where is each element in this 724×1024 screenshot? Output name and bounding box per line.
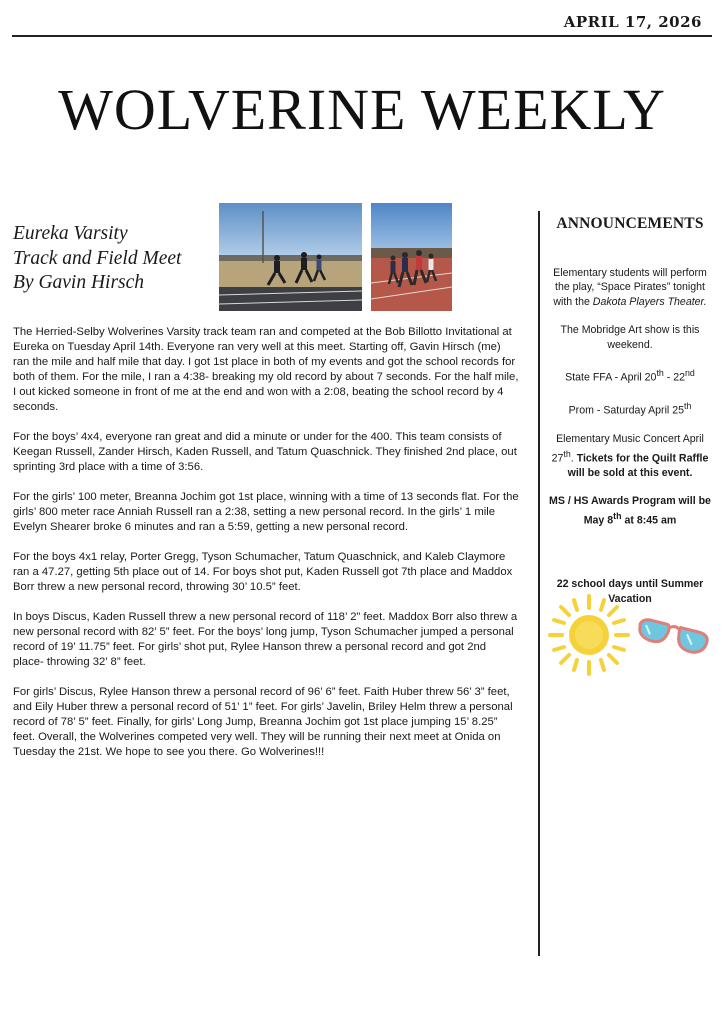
announcements-sidebar [546,217,714,542]
ffa-text: State FFA - April 20 [565,371,657,384]
announcement-prom [546,399,714,418]
article-paragraph-4: For the boys 4x1 relay, Porter Gregg, Tyson Schumacher, Tatum Quaschnick, and Kaleb Claymore ran a 47.27, getting 5th place out of 14. For boys shot put, Kaden Russell got 7th place and Maddox Borr threw a new personal record, throwing 30’ 10.5” feet. [13,551,513,593]
announcement-concert [546,432,714,480]
play-text: Elementary students will perform the play, “Space Pirates” tonight with the [553,266,707,308]
concert-sup: th [563,448,571,459]
headline-line-3: By Gavin Hirsch [13,272,145,293]
concert-period: . [570,452,577,465]
announcements-title: ANNOUNCEMENTS [556,215,704,232]
headline-line-1: Eureka Varsity [13,223,128,244]
article-paragraph-1: The Herried-Selby Wolverines Varsity track team ran and competed at the Bob Billotto Invitational at Eureka on Tuesday April 14th. Everyone ran very well at this meet. Starting off, Gavin Hirsch (me) ran the mile and half mile that day. I got 1st place in both of my events and got the school records for both of them. For the mile, I ran a 4:38- breaking my old record by about 7 seconds. For the half mile, I out kicked someone in front of me at the end and won with a 2:08, beating the school record by 4 seconds. [13,326,519,413]
awards-text: MS / HS Awards Program will be May 8 [549,495,711,527]
column-divider [538,211,540,956]
ffa-sup-2: nd [685,368,695,378]
play-theater: Dakota Players Theater. [592,295,707,308]
announcement-ffa [546,366,714,385]
article-paragraph-2: For the boys’ 4x4, everyone ran great and did a minute or under for the 400. This team consists of Keegan Russell, Zander Hirsch, Kaden Russell, and Tatum Quaschnick. They finished 2nd place, out sprinting 3rd place with a time of 3:56. [13,431,517,473]
concert-text: Elementary Music Concert April 27 [551,433,704,465]
track-runners-photo [371,203,452,311]
awards-time: at 8:45 am [621,514,677,527]
ffa-dash: - 22 [663,371,686,384]
ffa-sup-1: th [656,368,664,378]
article-paragraph-6: For girls’ Discus, Rylee Hanson threw a personal record of 96’ 6” feet. Faith Huber threw 56’ 3” feet, and Eily Huber threw a personal record of 51’ 1” feet. For girls’ Javelin, Briley Helm threw a personal record of 78’ 5” feet. Finally, for girls’ Long Jump, Breanna Jochim got 1st place jumping 15’ 8.25” feet. Overall, the Wolverines competed very well. They will be running their next meet at Onida on Tuesday the 21st. We hope to see you there. Go Wolverines!!! [13,686,513,758]
prom-text: Prom - Saturday April 25 [568,404,685,417]
top-rule [12,35,712,37]
announcement-art-show: The Mobridge Art show is this weekend. [560,324,700,351]
article-body [13,325,519,775]
sun-icon [546,592,632,678]
awards-sup: th [613,510,622,521]
issue-date: APRIL 17, 2026 [563,13,702,31]
article-headline [13,222,213,296]
article-paragraph-3: For the girls’ 100 meter, Breanna Jochim got 1st place, winning with a time of 13 seconds flat. For the girls’ 800 meter race Anniah Russell ran a 2:38, setting a new personal record. In the girls’ 1 mile Evelyn Shearer broke 6 minutes and ran a 5:59, getting a new personal record. [13,491,519,533]
article-paragraph-5: In boys Discus, Kaden Russell threw a new personal record of 118’ 2” feet. Maddox Borr also threw a new personal record with 82’ 5” feet. For the boys’ long jump, Tyson Schumacher jumped a personal record of 19’ 11.75” feet. For girls’ shot put, Rylee Hanson threw a personal record and got 2nd place- throwing 32’ 8” feet. [13,611,518,668]
track-race-photo [219,203,362,311]
sunglasses-icon [636,614,710,660]
headline-line-2: Track and Field Meet [13,247,182,269]
concert-raffle: Tickets for the Quilt Raffle will be sold at this event. [567,452,709,479]
announcement-play [546,266,714,310]
announcement-awards [546,494,714,528]
masthead-title: WOLVERINE WEEKLY [58,77,666,142]
prom-sup: th [684,401,692,412]
summer-countdown: 22 school days until Summer Vacation [556,578,704,605]
